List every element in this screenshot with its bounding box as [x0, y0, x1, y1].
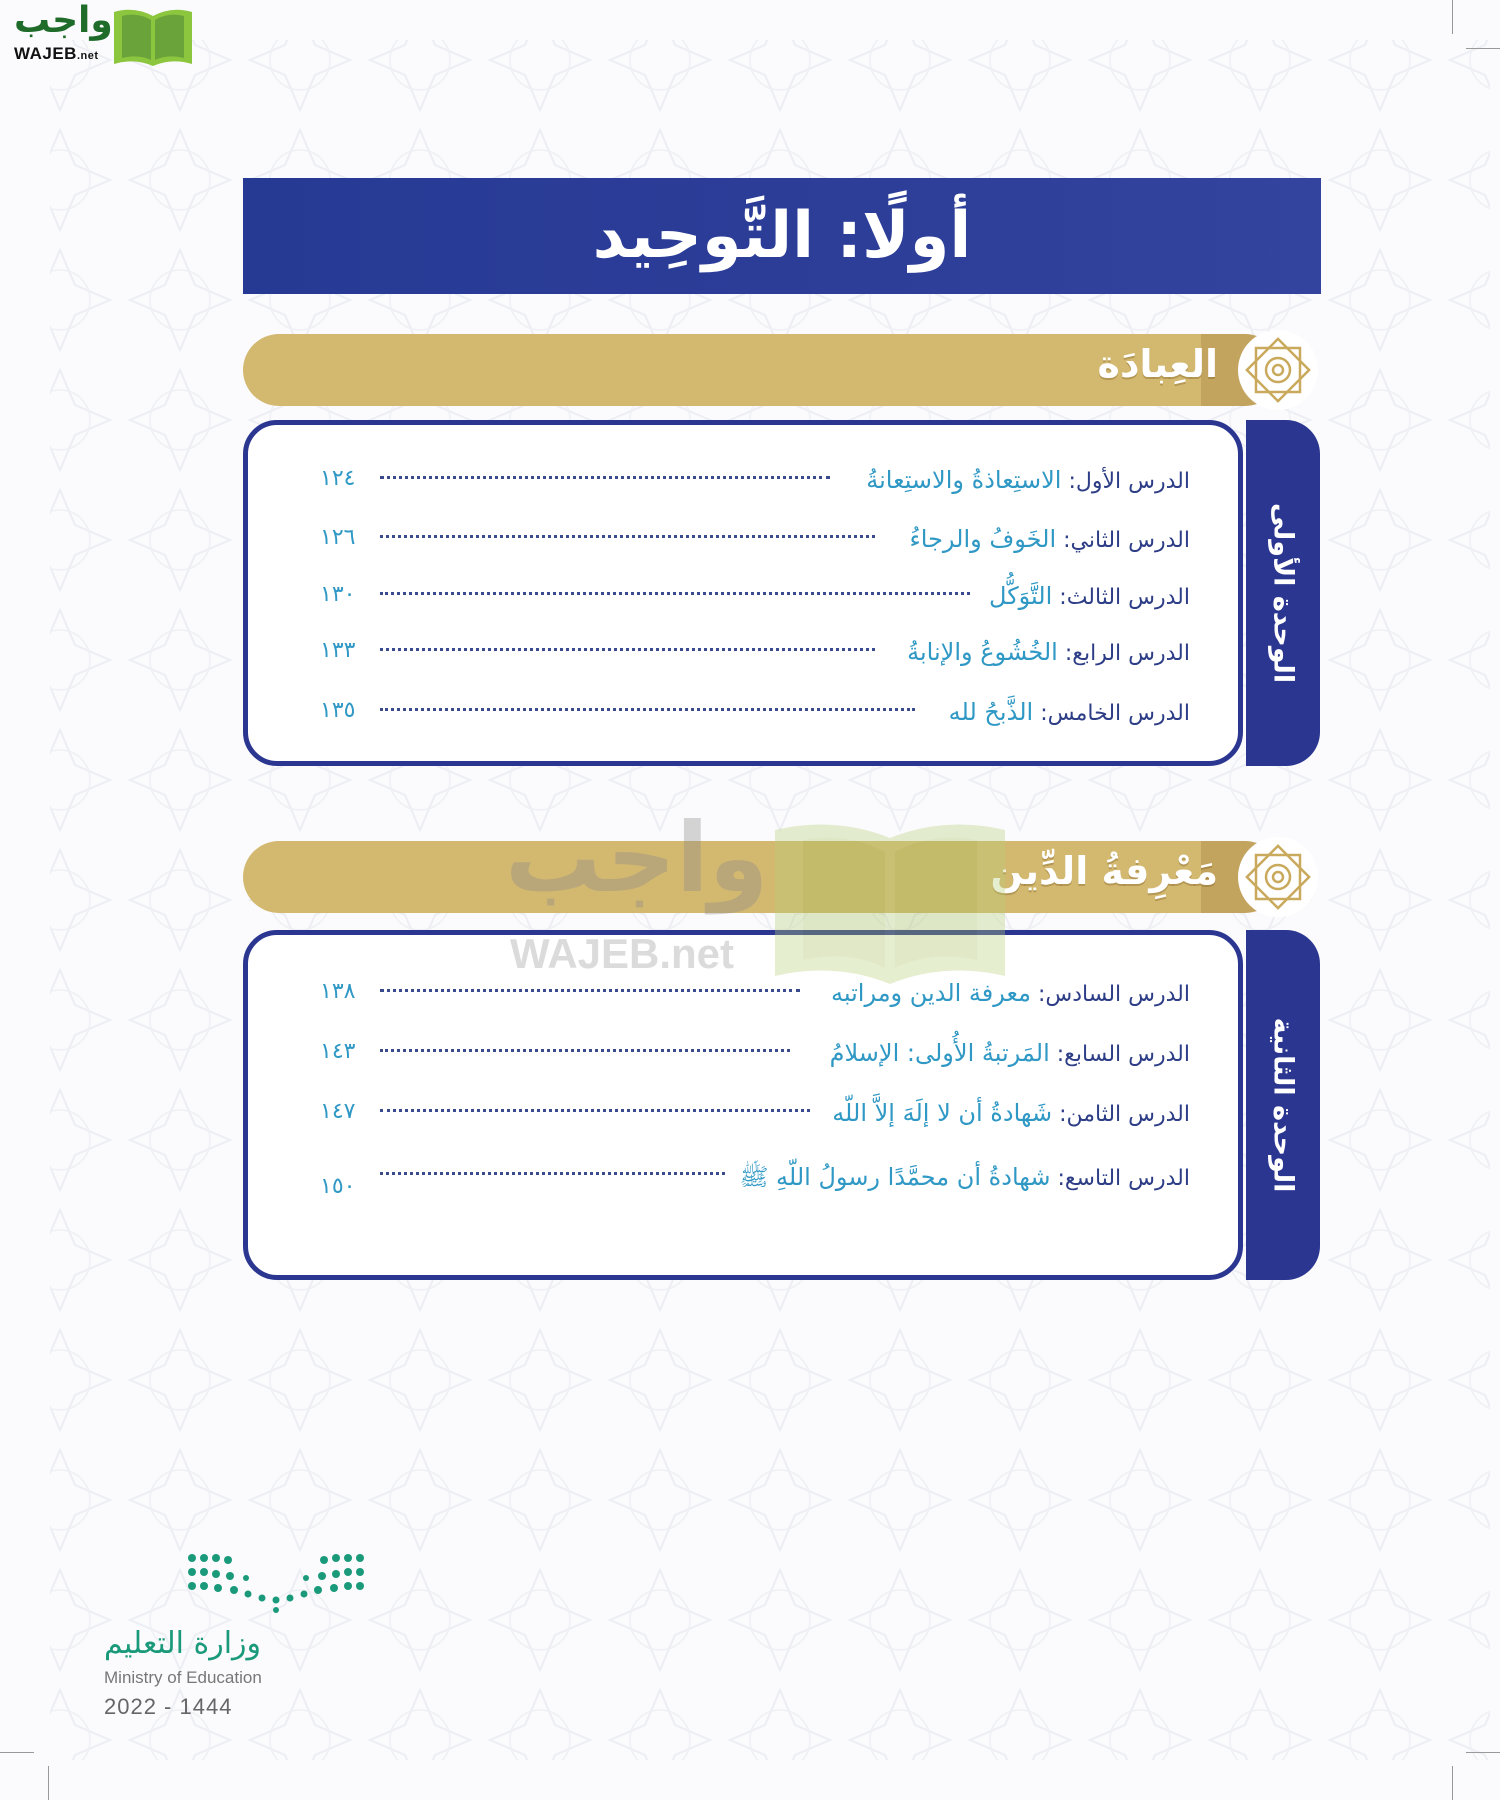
- dot-leader: [380, 535, 875, 538]
- lesson-row[interactable]: [320, 1158, 1190, 1198]
- dot-leader: [380, 1172, 725, 1175]
- lesson-row[interactable]: [320, 1035, 1190, 1075]
- dot-leader: [380, 1109, 810, 1112]
- lesson-number: الدرس الثالث:: [1059, 585, 1190, 610]
- page-title-banner: [243, 178, 1321, 294]
- lesson-title: الخُشُوعُ والإنابةُ: [907, 638, 1058, 666]
- lesson-row[interactable]: [320, 694, 1190, 734]
- crop-mark: [0, 1752, 34, 1753]
- dot-leader: [380, 708, 915, 711]
- lesson-number: الدرس الرابع:: [1064, 641, 1190, 666]
- crop-mark: [1466, 48, 1500, 49]
- logo-latin: WAJEB.net: [14, 44, 99, 63]
- lesson-title: معرفة الدين ومراتبه: [831, 979, 1031, 1007]
- page-number: ١٤٧: [320, 1099, 356, 1124]
- lesson-title: الخَوفُ والرجاءُ: [909, 525, 1057, 553]
- page-title: أولًا: التَّوحِيد: [592, 199, 972, 273]
- ministry-english: Ministry of Education: [104, 1668, 262, 1687]
- unit-tab: [1246, 420, 1320, 766]
- crop-mark: [1452, 0, 1453, 34]
- unit-label: الوحدة الأولى: [1267, 502, 1299, 684]
- page-number: ١٥٠: [320, 1174, 356, 1199]
- unit-tab: [1246, 930, 1320, 1280]
- watermark-arabic: واجب: [505, 802, 769, 914]
- lesson-title: الذَّبحُ لله: [948, 698, 1034, 726]
- crop-mark: [1452, 1766, 1453, 1800]
- page-number: ١٢٦: [320, 525, 356, 550]
- page-number: ١٤٣: [320, 1039, 356, 1064]
- lesson-title: الاستِعاذةُ والاستِعانةُ: [866, 466, 1062, 494]
- watermark-book-icon: [775, 816, 1005, 986]
- lesson-row[interactable]: [320, 521, 1190, 561]
- lesson-title: المَرتبةُ الأُولى: الإسلامُ: [829, 1039, 1050, 1067]
- lesson-row[interactable]: [320, 634, 1190, 674]
- page-number: ١٣٨: [320, 979, 356, 1004]
- ministry-year: 2022 - 1444: [104, 1694, 233, 1719]
- page-number: ١٢٤: [320, 466, 356, 491]
- open-book-icon: [112, 6, 194, 68]
- lesson-title: شَهادةُ أن لا إلَهَ إلاَّ اللّه: [832, 1099, 1053, 1127]
- section-title: العِبادَة: [1097, 342, 1218, 386]
- lesson-row[interactable]: [320, 462, 1190, 502]
- lesson-number: الدرس التاسع:: [1057, 1166, 1190, 1191]
- section-title: مَعْرِفةُ الدِّين: [990, 849, 1218, 893]
- lesson-row[interactable]: [320, 1095, 1190, 1135]
- lesson-row[interactable]: [320, 578, 1190, 618]
- page-number: ١٣٥: [320, 698, 356, 723]
- lesson-title: شهادةُ أن محمَّدًا رسولُ اللّهِ ﷺ: [739, 1163, 1051, 1191]
- dot-leader: [380, 592, 970, 595]
- lesson-number: الدرس الثاني:: [1063, 528, 1190, 553]
- lesson-number: الدرس الخامس:: [1040, 701, 1190, 726]
- ministry-arabic: وزارة التعليم: [104, 1626, 262, 1661]
- unit-label: الوحدة الثانية: [1267, 1017, 1299, 1193]
- page-number: ١٣٣: [320, 638, 356, 663]
- dot-leader: [380, 648, 875, 651]
- crop-mark: [1466, 1752, 1500, 1753]
- rosette-ornament-icon: [1236, 835, 1320, 919]
- lesson-number: الدرس السابع:: [1056, 1042, 1190, 1067]
- ministry-emblem-icon: [186, 1550, 366, 1614]
- rosette-ornament-icon: [1236, 328, 1320, 412]
- lesson-title: التَّوَكُّل: [989, 582, 1053, 610]
- page-number: ١٣٠: [320, 582, 356, 607]
- wajeb-logo[interactable]: [8, 0, 193, 70]
- ministry-logo: [100, 1550, 400, 1720]
- crop-mark: [48, 1766, 49, 1800]
- lesson-number: الدرس السادس:: [1037, 982, 1190, 1007]
- lesson-number: الدرس الأول:: [1068, 469, 1190, 494]
- dot-leader: [380, 989, 800, 992]
- logo-arabic: واجب: [14, 0, 113, 41]
- dot-leader: [380, 476, 830, 479]
- watermark-latin: WAJEB.net: [510, 930, 735, 977]
- dot-leader: [380, 1049, 790, 1052]
- watermark: [505, 802, 1005, 980]
- lesson-row[interactable]: [320, 975, 1190, 1015]
- lesson-number: الدرس الثامن:: [1059, 1102, 1190, 1127]
